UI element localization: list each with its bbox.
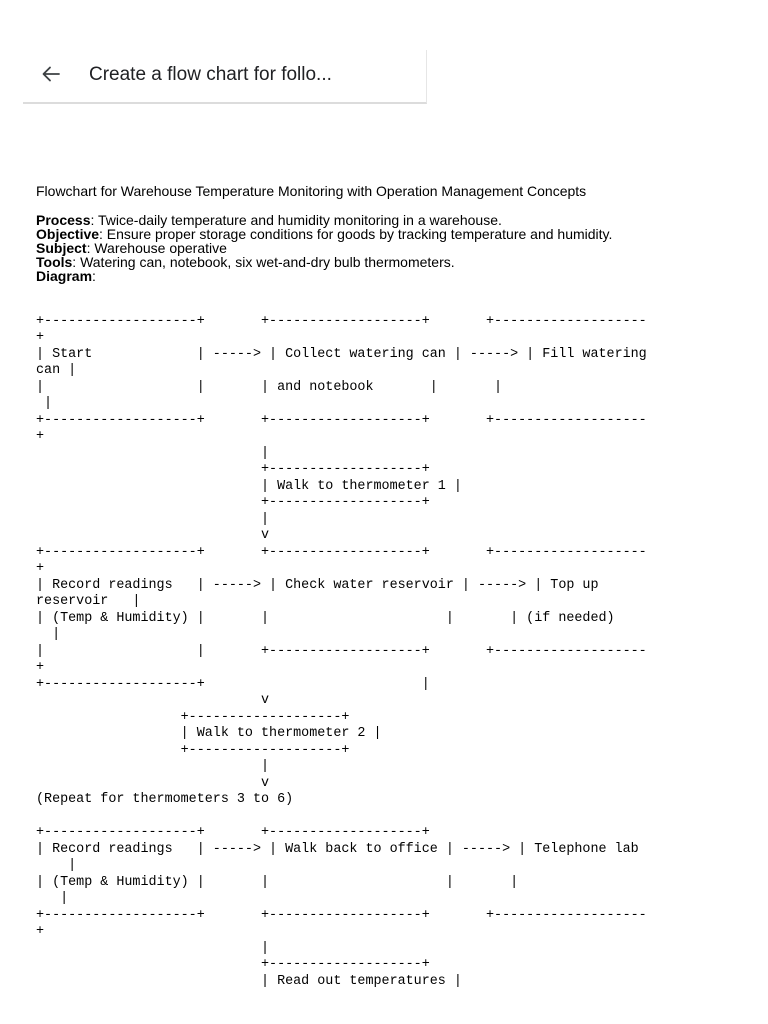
diagram-line: +-------------------+ +-------------------+ +-------------------	[36, 907, 647, 923]
diagram-line: +	[36, 429, 45, 444]
diagram-line: | | | and notebook | |	[36, 379, 503, 395]
diagram-line: |	[36, 858, 77, 873]
meta-label: Tools	[36, 254, 73, 270]
diagram-line: | Start | -----> | Collect watering can | -----> | Fill watering	[36, 346, 647, 362]
diagram-line: +-------------------+ +-------------------+ +-------------------	[36, 313, 647, 329]
diagram-line: +-------------------+	[36, 742, 350, 758]
diagram-line: | Walk to thermometer 1 |	[36, 478, 462, 494]
diagram-line: +-------------------+ |	[36, 676, 430, 692]
diagram-line: |	[36, 627, 61, 642]
ascii-flowchart	[36, 297, 732, 990]
meta-value: : Watering can, notebook, six wet-and-dry bulb thermometers.	[72, 254, 455, 270]
diagram-line: | Read out temperatures |	[36, 973, 462, 989]
back-button[interactable]	[37, 62, 65, 90]
meta-label: Process	[36, 212, 91, 228]
diagram-line: | Walk to thermometer 2 |	[36, 726, 382, 741]
meta-objective	[36, 227, 736, 241]
diagram-line: v	[36, 775, 270, 791]
diagram-line: +-------------------+ +-------------------+ +-------------------	[36, 412, 647, 428]
meta-subject	[36, 241, 736, 255]
diagram-line: |	[36, 511, 270, 527]
meta-value: : Warehouse operative	[86, 240, 227, 256]
meta-value: : Ensure proper storage conditions for goods by tracking temperature and humidity.	[99, 226, 613, 242]
diagram-line: +-------------------+	[36, 957, 430, 972]
diagram-line: v	[36, 693, 270, 708]
diagram-line: +-------------------+	[36, 709, 350, 725]
diagram-line: | (Temp & Humidity) | | | | (if needed)	[36, 610, 615, 626]
diagram-line: | Record readings | -----> | Check water reservoir | -----> | Top up	[36, 577, 599, 593]
diagram-line: +-------------------+ +-------------------+	[36, 825, 430, 840]
meta-label: Diagram	[36, 268, 93, 284]
diagram-line: | (Temp & Humidity) | | | |	[36, 874, 519, 890]
meta-diagram	[36, 269, 736, 283]
page-title: Create a flow chart for follo...	[89, 64, 332, 85]
diagram-line: | Record readings | -----> | Walk back to office | -----> | Telephone lab	[36, 841, 639, 857]
diagram-line	[36, 297, 732, 314]
arrow-left-icon	[41, 64, 61, 89]
diagram-line	[36, 809, 732, 826]
diagram-line: |	[36, 396, 53, 411]
meta-label: Objective	[36, 226, 100, 242]
meta-label: Subject	[36, 240, 87, 256]
diagram-line: +	[36, 330, 45, 345]
diagram-line: | | +-------------------+ +-------------------	[36, 643, 647, 659]
meta-value: :	[92, 268, 96, 284]
document-body	[36, 183, 736, 990]
diagram-line: |	[36, 759, 270, 774]
meta-value: : Twice-daily temperature and humidity monitoring in a warehouse.	[90, 212, 502, 228]
document-title: Flowchart for Warehouse Temperature Monitoring with Operation Management Concepts	[36, 183, 587, 199]
meta-tools	[36, 255, 736, 269]
diagram-line: v	[36, 528, 270, 543]
diagram-line: +-------------------+	[36, 495, 430, 510]
app-header	[23, 50, 427, 104]
diagram-line: +-------------------+	[36, 462, 430, 477]
diagram-line: +	[36, 561, 45, 576]
diagram-line: |	[36, 891, 69, 906]
diagram-line: |	[36, 445, 270, 461]
meta-process	[36, 213, 736, 227]
diagram-line: |	[36, 940, 270, 956]
diagram-line: (Repeat for thermometers 3 to 6)	[36, 792, 294, 807]
diagram-line: reservoir |	[36, 594, 141, 609]
diagram-line: +-------------------+ +-------------------+ +-------------------	[36, 544, 647, 560]
diagram-line: +	[36, 924, 45, 939]
diagram-line: +	[36, 660, 45, 675]
diagram-line: can |	[36, 363, 77, 378]
